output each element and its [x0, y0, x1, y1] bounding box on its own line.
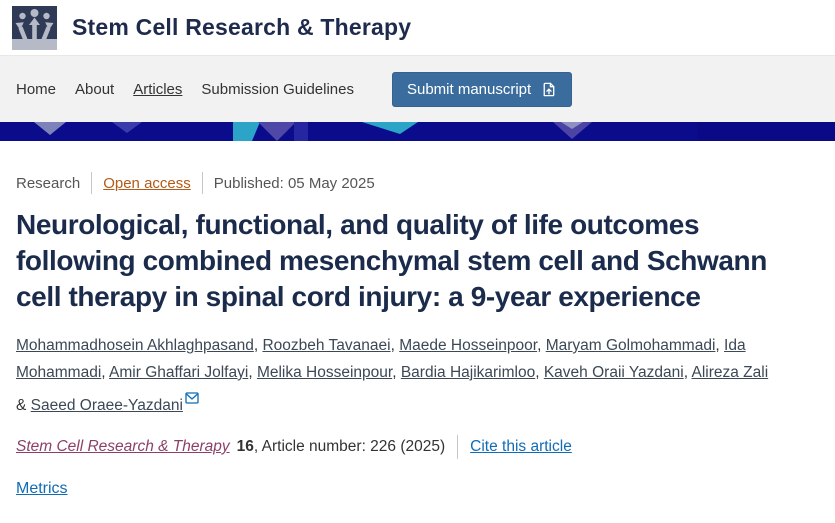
author-separator: , [390, 337, 400, 354]
author-separator: , [715, 337, 725, 354]
author-link[interactable]: Ida Mohammadi [16, 337, 746, 381]
author-separator: , [535, 364, 544, 381]
author-link[interactable]: Roozbeh Tavanaei [262, 337, 391, 354]
article-number-text: , Article number: 226 (2025) [253, 438, 446, 455]
author-link[interactable]: Maede Hosseinpoor [399, 337, 538, 354]
envelope-icon[interactable] [185, 386, 199, 413]
author-link[interactable]: Alireza Zali [691, 364, 769, 381]
author-separator: , [248, 364, 257, 381]
banner-graphic [0, 122, 835, 141]
author-separator: & [16, 397, 31, 414]
author-separator: , [101, 364, 110, 381]
author-separator: , [392, 364, 401, 381]
metrics-row [16, 480, 819, 498]
submit-manuscript-button[interactable] [392, 72, 572, 107]
manuscript-upload-icon [540, 81, 557, 98]
metrics-link[interactable]: Metrics [16, 480, 68, 497]
author-link[interactable]: Mohammadhosein Akhlaghpasand [16, 337, 254, 354]
article-header [0, 172, 835, 498]
meta-divider [202, 172, 203, 194]
author-link[interactable]: Bardia Hajikarimloo [400, 364, 536, 381]
author-link[interactable]: Saeed Oraee-Yazdani [30, 397, 183, 414]
main-nav [0, 55, 835, 122]
site-header [0, 0, 835, 55]
meta-divider [91, 172, 92, 194]
author-link[interactable]: Amir Ghaffari Jolfayi [109, 364, 249, 381]
author-link[interactable]: Kaveh Oraii Yazdani [543, 364, 684, 381]
journal-citation-link[interactable]: Stem Cell Research & Therapy [16, 438, 230, 455]
author-list [16, 332, 781, 419]
volume-number: 16 [236, 438, 254, 455]
author-separator: , [537, 337, 546, 354]
nav-item-home[interactable]: Home [16, 80, 57, 98]
author-link[interactable]: Melika Hosseinpour [256, 364, 393, 381]
open-access-link[interactable]: Open access [103, 174, 191, 192]
citation-divider [457, 435, 458, 459]
citation-row [16, 435, 819, 459]
journal-logo-icon[interactable] [12, 6, 57, 50]
author-links [16, 337, 768, 414]
published-date-label: Published: 05 May 2025 [213, 174, 375, 192]
author-link[interactable]: Maryam Golmohammadi [545, 337, 716, 354]
submit-manuscript-label: Submit manuscript [406, 80, 532, 98]
nav-item-about[interactable]: About [75, 80, 115, 98]
author-separator: , [683, 364, 692, 381]
journal-title-link[interactable]: Stem Cell Research & Therapy [72, 14, 412, 40]
article-type-label: Research [16, 174, 81, 192]
nav-item-articles[interactable]: Articles [133, 80, 183, 98]
article-meta-row [16, 172, 819, 194]
author-separator: , [253, 337, 263, 354]
cite-this-article-link[interactable]: Cite this article [470, 438, 572, 455]
nav-item-submission-guidelines[interactable]: Submission Guidelines [201, 80, 354, 98]
article-title: Neurological, functional, and quality of life outcomes following combined mesenchymal stem cell and Schwann cell therapy in spinal cord injury: a 9-year experience [16, 209, 767, 312]
